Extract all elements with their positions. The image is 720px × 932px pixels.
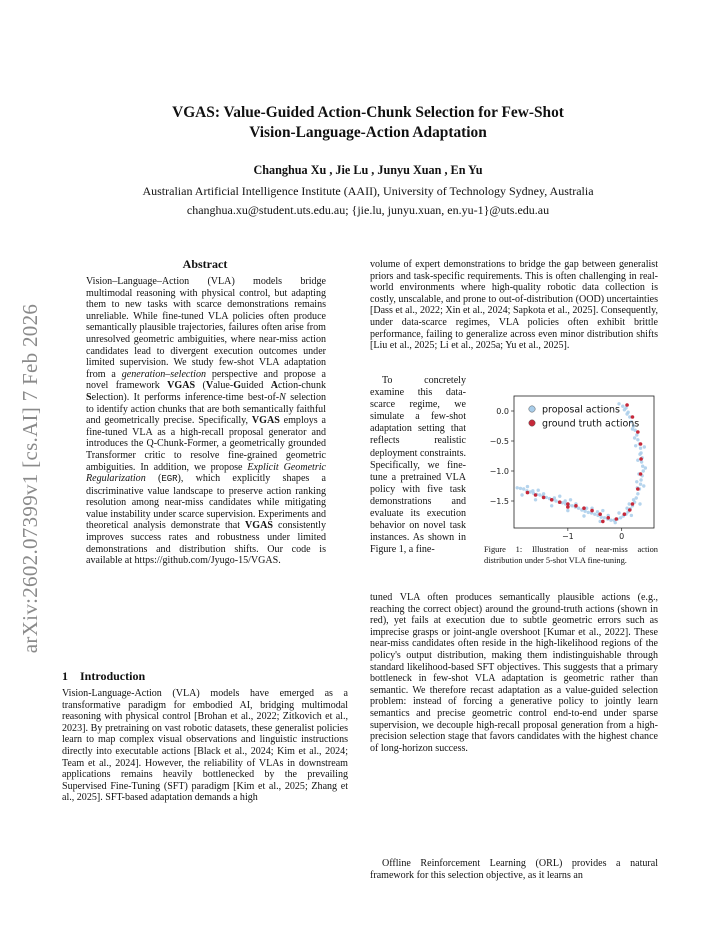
proposal-action-point bbox=[516, 486, 519, 489]
y-tick-label: −1.0 bbox=[489, 467, 509, 476]
legend-marker-proposal bbox=[529, 406, 535, 412]
proposal-action-point bbox=[635, 433, 638, 436]
ground-truth-action-point bbox=[558, 500, 562, 504]
proposal-action-point bbox=[577, 507, 580, 510]
proposal-action-point bbox=[554, 499, 557, 502]
proposal-action-point bbox=[635, 480, 638, 483]
ground-truth-action-point bbox=[639, 472, 643, 476]
proposal-action-point bbox=[634, 444, 637, 447]
proposal-action-point bbox=[582, 514, 585, 517]
proposal-action-point bbox=[639, 478, 642, 481]
y-tick-label: −1.5 bbox=[489, 497, 509, 506]
abstract-heading: Abstract bbox=[182, 257, 228, 271]
proposal-action-point bbox=[636, 492, 639, 495]
introduction-text-left: Vision-Language-Action (VLA) models have emerged as a transformative paradigm for embodied AI, bridging multimodal reasoning with physical control [Brohan et al., 2022; Zitkovich et al., 2023]. By pretraining on vast robotic datasets, these generalist policies learn to map complex visual observations and linguistic instructions directly into executable actions [Black et al., 2024; Kim et al., 2024; Team et al., 2024]. However, the reliability of VLAs in downstream applications remains heavily bottlenecked by the prevailing Supervised Fine-Tuning (SFT) paradigm [Kim et al., 2025; Zhang et al., 2025]. SFT-based adaptation demands a high bbox=[62, 688, 348, 804]
ground-truth-action-point bbox=[623, 512, 627, 516]
proposal-action-point bbox=[596, 510, 599, 513]
y-tick-label: −0.5 bbox=[489, 437, 509, 446]
proposal-action-point bbox=[621, 405, 624, 408]
figure-1-caption: Figure 1: Illustration of near-miss action distribution under 5-shot VLA fine-tuning. bbox=[484, 545, 658, 565]
ground-truth-action-point bbox=[590, 509, 594, 513]
proposal-action-point bbox=[636, 438, 639, 441]
proposal-action-point bbox=[563, 499, 566, 502]
figure-1-scatter-plot bbox=[482, 392, 657, 542]
x-tick-label: −1 bbox=[561, 532, 574, 541]
proposal-action-point bbox=[617, 511, 620, 514]
proposal-action-point bbox=[534, 498, 537, 501]
proposal-action-point bbox=[633, 436, 636, 439]
ground-truth-action-point bbox=[606, 516, 610, 520]
proposal-action-point bbox=[550, 504, 553, 507]
proposal-action-point bbox=[623, 408, 626, 411]
proposal-action-point bbox=[519, 487, 522, 490]
proposal-action-point bbox=[625, 412, 628, 415]
legend-marker-ground-truth bbox=[529, 420, 535, 426]
right-column-wrap-text: To concretely examine this data-scarce regime, we simulate a few-shot adaptation setting that reflects realistic deployment constraints. Specifically, we fine-tune a pretrained VLA policy with five task demonstrations and evaluate its execution behavior on novel task instances. As shown in Figure 1, a fine- bbox=[370, 375, 466, 556]
scatter-plot-svg bbox=[482, 392, 657, 542]
proposal-action-point bbox=[558, 495, 561, 498]
right-column-paragraph-1: volume of expert demonstrations to bridge the gap between generalist priors and task-specific requirements. This is often challenging in real-world environments where high-quality robotic data collection is costly, unscalable, and prone to out-of-distribution (OOD) uncertainties [Dass et al., 2022; Xin et al., 2024; Sapkota et al., 2025]. Consequently, under data-scarce regimes, VLA policies often exhibit brittle performance, failing to generalize across even minor distribution shifts [Liu et al., 2025; Li et al., 2025a; Yu et al., 2025]. bbox=[370, 259, 658, 352]
ground-truth-action-point bbox=[636, 487, 640, 491]
ground-truth-action-point bbox=[534, 493, 538, 497]
ground-truth-action-point bbox=[550, 498, 554, 502]
proposal-action-point bbox=[643, 445, 646, 448]
author-emails: changhua.xu@student.uts.edu.au; {jie.lu, junyu.xuan, en.yu-1}@uts.edu.au bbox=[186, 203, 550, 217]
ground-truth-action-point bbox=[574, 504, 578, 508]
proposal-action-point bbox=[630, 514, 633, 517]
affiliation: Australian Artificial Intelligence Institute (AAII), University of Technology Sydney, Australia bbox=[142, 184, 594, 198]
ground-truth-action-point bbox=[582, 506, 586, 510]
arxiv-sidebar bbox=[6, 268, 56, 688]
proposal-action-point bbox=[619, 516, 622, 519]
ground-truth-action-point bbox=[615, 517, 619, 521]
ground-truth-action-point bbox=[628, 508, 632, 512]
proposal-action-point bbox=[526, 485, 529, 488]
title-line-2: Vision-Language-Action Adaptation bbox=[249, 124, 487, 141]
y-tick-label: 0.0 bbox=[496, 407, 509, 416]
section-heading-introduction: 1 Introduction bbox=[62, 669, 146, 683]
proposal-action-point bbox=[640, 460, 643, 463]
title-line-1: VGAS: Value-Guided Action-Chunk Selection for Few-Shot bbox=[172, 104, 564, 121]
ground-truth-action-point bbox=[631, 502, 635, 506]
proposal-action-point bbox=[600, 516, 603, 519]
ground-truth-action-point bbox=[598, 512, 602, 516]
ground-truth-action-point bbox=[601, 520, 605, 524]
ground-truth-action-point bbox=[639, 442, 643, 446]
proposal-action-point bbox=[566, 509, 569, 512]
proposal-action-point bbox=[537, 489, 540, 492]
legend-label-proposal: proposal actions bbox=[542, 404, 621, 416]
proposal-action-point bbox=[603, 516, 606, 519]
legend-label-ground-truth: ground truth actions bbox=[542, 418, 640, 430]
proposal-action-point bbox=[531, 489, 534, 492]
proposal-action-point bbox=[636, 459, 639, 462]
proposal-action-point bbox=[593, 513, 596, 516]
proposal-action-point bbox=[642, 469, 645, 472]
ground-truth-action-point bbox=[566, 505, 570, 509]
proposal-action-point bbox=[644, 466, 647, 469]
proposal-action-point bbox=[583, 510, 586, 513]
proposal-action-point bbox=[542, 492, 545, 495]
proposal-action-point bbox=[639, 447, 642, 450]
ground-truth-action-point bbox=[526, 491, 530, 495]
proposal-action-point bbox=[642, 484, 645, 487]
proposal-action-point bbox=[614, 521, 617, 524]
proposal-action-point bbox=[628, 502, 631, 505]
proposal-action-point bbox=[570, 504, 573, 507]
proposal-action-point bbox=[587, 511, 590, 514]
ground-truth-action-point bbox=[542, 496, 546, 500]
right-column-paragraph-3: Offline Reinforcement Learning (ORL) provides a natural framework for this selection objective, as it learns an bbox=[370, 858, 658, 881]
proposal-action-point bbox=[601, 509, 604, 512]
proposal-action-point bbox=[609, 519, 612, 522]
abstract-body: Vision–Language–Action (VLA) models bridge multimodal reasoning with physical control, but adapting them to new tasks with scarce demonstrations remains unreliable. While fine-tuned VLA policies often produce semantically plausible trajectories, failures often arise from unresolved geometric ambiguities, where near-miss action candidates lead to divergent execution outcomes under limited supervision. We study few-shot VLA adaptation from a generation–selection perspective and propose a novel framework VGAS (Value-Guided Action-chunk Selection). It performs inference-time best-of-N selection to identify action chunks that are both semantically faithful and geometrically precise. Specifically, VGAS employs a fine-tuned VLA as a high-recall proposal generator and introduces the Q-Chunk-Former, a geometrically grounded Transformer critic to resolve fine-grained geometric ambiguities. In addition, we propose Explicit Geometric Regularization (EGR), which explicitly shapes a discriminative value landscape to preserve action ranking resolution among near-miss candidates while mitigating value instability under scarce supervision. Experiments and theoretical analysis demonstrate that VGAS consistently improves success rates and robustness under limited demonstrations and distribution shifts. Our code is available at https://github.com/Jyugo-15/VGAS. bbox=[86, 276, 327, 567]
proposal-action-point bbox=[520, 493, 523, 496]
author-list: Changhua Xu , Jie Lu , Junyu Xuan , En Yu bbox=[253, 163, 483, 177]
proposal-action-point bbox=[538, 493, 541, 496]
proposal-action-point bbox=[639, 483, 642, 486]
ground-truth-action-point bbox=[636, 430, 640, 434]
proposal-action-point bbox=[569, 498, 572, 501]
x-tick-label: 0 bbox=[619, 532, 625, 541]
ground-truth-action-point bbox=[625, 403, 629, 407]
proposal-action-point bbox=[638, 502, 641, 505]
right-column-paragraph-2: tuned VLA often produces semantically plausible actions (e.g., reaching the correct object) around the ground-truth actions (shown in red), yet fails at execution due to subtle geometric errors such as imprecise grasps or joint-angle overshoot [Kumar et al., 2022]. These near-miss candidates often reside in the high-likelihood regions of the policy's output distribution, making them indistinguishable through standard likelihood-based SFT objectives. This suggests that a primary bottleneck in few-shot VLA adaptation is geometric rather than semantic. We therefore recast adaptation as a value-guided selection problem: instead of forcing a generative policy to jointly learn semantics and precise geometric control end-to-end under sparse supervision, we decouple high-recall proposal generation from a high-precision selection stage that favors candidates with the highest chance of long-horizon success. bbox=[370, 592, 658, 754]
ground-truth-action-point bbox=[639, 457, 643, 461]
arxiv-identifier: arXiv:2602.07399v1 [cs.AI] 7 Feb 2026 bbox=[18, 303, 43, 653]
proposal-action-point bbox=[638, 453, 641, 456]
paper-title bbox=[80, 103, 656, 143]
proposal-action-point bbox=[522, 487, 525, 490]
proposal-action-point bbox=[632, 498, 635, 501]
